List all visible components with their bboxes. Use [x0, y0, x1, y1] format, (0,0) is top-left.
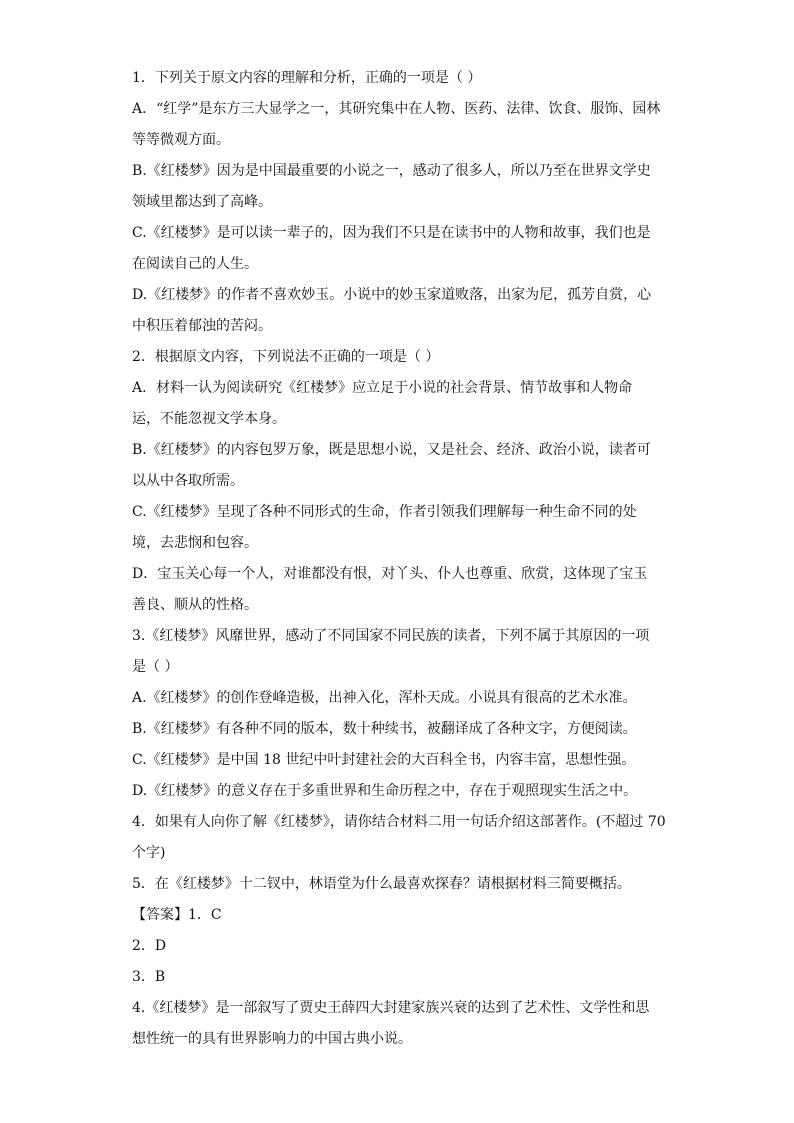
answer-3: 3．B — [132, 969, 166, 985]
question-1-stem: 1．下列关于原文内容的理解和分析，正确的一项是（ ） — [132, 70, 482, 86]
answer-4: 4.《红楼梦》是一部叙写了贾史王薛四大封建家族兴衰的达到了艺术性、文学性和思 — [132, 1000, 650, 1016]
question-2-option-d-cont: 善良、顺从的性格。 — [132, 597, 258, 613]
question-1-option-b: B.《红楼梦》因为是中国最重要的小说之一，感动了很多人，所以乃至在世界文学史 — [132, 163, 651, 179]
question-3-option-a: A.《红楼梦》的创作登峰造极，出神入化，浑朴天成。小说具有很高的艺术水准。 — [132, 690, 637, 706]
question-1-option-c-cont: 在阅读自己的人生。 — [132, 256, 258, 272]
question-1-option-d-cont: 中积压着郁浊的苦闷。 — [132, 318, 272, 334]
question-2-option-a-cont: 运，不能忽视文学本身。 — [132, 411, 286, 427]
question-3-stem-cont: 是（ ） — [132, 659, 179, 675]
question-1-option-c: C.《红楼梦》是可以读一辈子的，因为我们不只是在读书中的人物和故事，我们也是 — [132, 225, 651, 241]
answer-1: 【答案】1．C — [132, 907, 222, 923]
question-2-stem: 2．根据原文内容，下列说法不正确的一项是（ ） — [132, 349, 440, 365]
answer-4-cont: 想性统一的具有世界影响力的中国古典小说。 — [132, 1031, 412, 1047]
question-3-option-c: C.《红楼梦》是中国 18 世纪中叶封建社会的大百科全书，内容丰富，思想性强。 — [132, 752, 636, 768]
question-1-option-a-cont: 等等微观方面。 — [132, 132, 230, 148]
question-2-option-b-cont: 以从中各取所需。 — [132, 473, 244, 489]
question-3-option-d: D.《红楼梦》的意义存在于多重世界和生命历程之中，存在于观照现实生活之中。 — [132, 783, 638, 799]
question-2-option-a: A．材料一认为阅读研究《红楼梦》应立足于小说的社会背景、情节故事和人物命 — [132, 380, 633, 396]
question-2-option-c-cont: 境，去悲悯和包容。 — [132, 535, 258, 551]
question-1-option-b-cont: 领域里都达到了高峰。 — [132, 194, 272, 210]
question-3-option-b: B.《红楼梦》有各种不同的版本，数十种续书，被翻译成了各种文字，方便阅读。 — [132, 721, 637, 737]
question-4-stem-cont: 个字) — [132, 845, 166, 861]
question-2-option-c: C.《红楼梦》呈现了各种不同形式的生命，作者引领我们理解每一种生命不同的处 — [132, 504, 637, 520]
question-2-option-d: D．宝玉关心每一个人，对谁都没有恨，对丫头、仆人也尊重、欣赏，这体现了宝玉 — [132, 566, 648, 582]
document-body — [132, 63, 666, 1055]
question-4-stem: 4．如果有人向你了解《红楼梦》，请你结合材料二用一句话介绍这部著作。(不超过 70 — [132, 814, 666, 830]
question-3-stem: 3.《红楼梦》风靡世界，感动了不同国家不同民族的读者，下列不属于其原因的一项 — [132, 628, 650, 644]
question-2-option-b: B.《红楼梦》的内容包罗万象，既是思想小说，又是社会、经济、政治小说，读者可 — [132, 442, 651, 458]
question-1-option-a: A．“红学”是东方三大显学之一，其研究集中在人物、医药、法律、饮食、服饰、园林 — [132, 101, 661, 117]
question-5-stem: 5．在《红楼梦》十二钗中，林语堂为什么最喜欢探春？请根据材料三简要概括。 — [132, 876, 631, 892]
answer-2: 2．D — [132, 938, 167, 954]
question-1-option-d: D.《红楼梦》的作者不喜欢妙玉。小说中的妙玉家道败落，出家为尼，孤芳自赏，心 — [132, 287, 652, 303]
